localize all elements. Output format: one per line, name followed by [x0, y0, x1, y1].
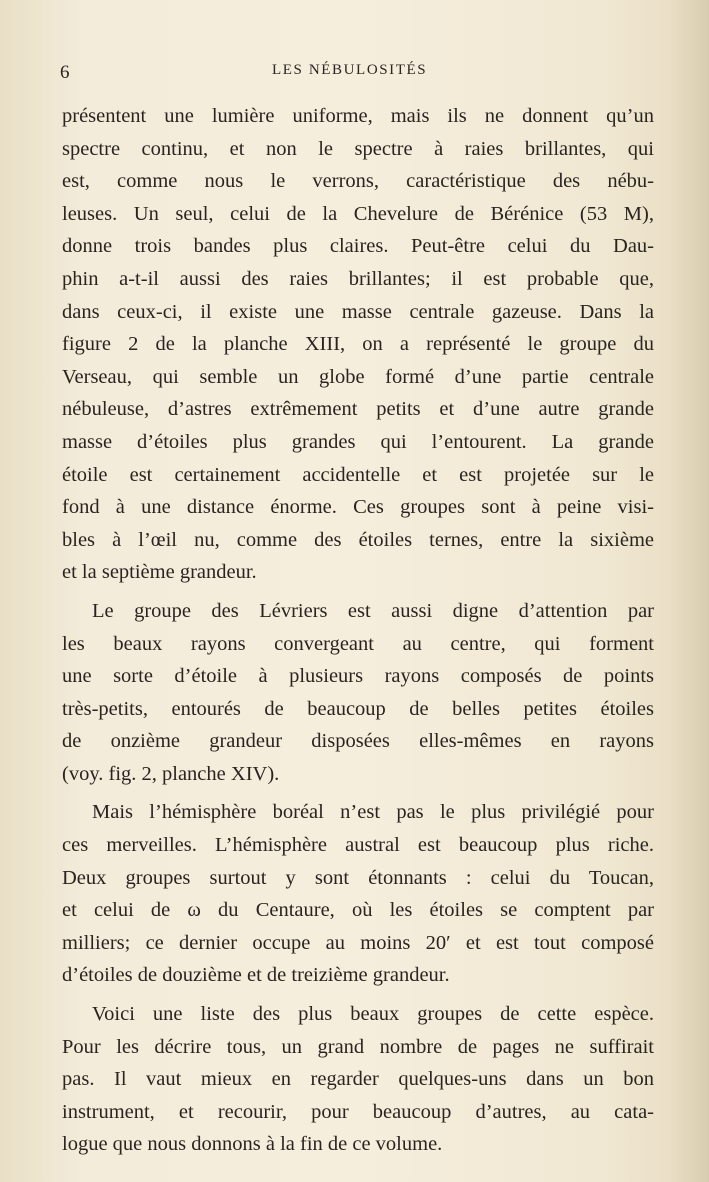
text-line: et celui de ω du Centaure, où les étoiles se comptent par: [62, 899, 654, 922]
text-line: spectre continu, et non le spectre à raies brillantes, qui: [62, 137, 654, 160]
text-line: Verseau, qui semble un globe formé d’une partie centrale: [62, 365, 654, 388]
text-line: instrument, et recourir, pour beaucoup d’autres, au cata-: [62, 1100, 654, 1123]
text-line: masse d’étoiles plus grandes qui l’entourent. La grande: [62, 430, 654, 453]
text-line: Pour les décrire tous, un grand nombre de pages ne suffirait: [62, 1035, 654, 1058]
paragraph: [62, 790, 654, 992]
text-line: les beaux rayons convergeant au centre, qui forment: [62, 632, 654, 655]
text-line: milliers; ce dernier occupe au moins 20′ et est tout composé: [62, 931, 654, 954]
text-line: très-petits, entourés de beaucoup de belles petites étoiles: [62, 697, 654, 720]
text-line: de onzième grandeur disposées elles-mêmes en rayons: [62, 730, 654, 753]
text-line: Mais l’hémisphère boréal n’est pas le plus privilégié pour: [92, 801, 654, 824]
text-line: nébuleuse, d’astres extrêmement petits et d’une autre grande: [62, 398, 654, 421]
text-line: étoile est certainement accidentelle et est projetée sur le: [62, 463, 654, 486]
page-edge-shadow: [669, 0, 709, 1182]
text-line: dans ceux-ci, il existe une masse centrale gazeuse. Dans la: [62, 300, 654, 323]
body-text: [62, 100, 654, 1161]
text-line: présentent une lumière uniforme, mais ils ne donnent qu’un: [62, 105, 654, 127]
text-line: donne trois bandes plus claires. Peut-être celui du Dau-: [62, 235, 654, 258]
paragraph: [62, 100, 654, 589]
text-line: bles à l’œil nu, comme des étoiles ternes, entre la sixième: [62, 528, 654, 551]
text-line: ces merveilles. L’hémisphère austral est beaucoup plus riche.: [62, 834, 654, 857]
text-line: et la septième grandeur.: [62, 561, 257, 584]
text-line: logue que nous donnons à la fin de ce volume.: [62, 1133, 443, 1156]
text-line: Deux groupes surtout y sont étonnants : celui du Toucan,: [62, 866, 654, 889]
text-line: est, comme nous le verrons, caractéristique des nébu-: [62, 170, 654, 193]
text-line: pas. Il vaut mieux en regarder quelques-uns dans un bon: [62, 1068, 654, 1091]
running-title: LES NÉBULOSITÉS: [272, 62, 428, 78]
page-number: 6: [60, 62, 70, 83]
text-line: d’étoiles de douzième et de treizième grandeur.: [62, 964, 450, 987]
text-line: fond à une distance énorme. Ces groupes sont à peine visi-: [62, 496, 654, 519]
paragraph: [62, 992, 654, 1161]
text-line: Le groupe des Lévriers est aussi digne d’attention par: [92, 599, 654, 622]
page-header: [60, 62, 660, 88]
paragraph: [62, 589, 654, 791]
text-line: Voici une liste des plus beaux groupes de cette espèce.: [92, 1003, 654, 1026]
text-line: phin a-t-il aussi des raies brillantes; il est probable que,: [62, 267, 654, 290]
text-line: une sorte d’étoile à plusieurs rayons composés de points: [62, 665, 654, 688]
text-line: figure 2 de la planche XIII, on a représenté le groupe du: [62, 333, 654, 356]
text-line: leuses. Un seul, celui de la Chevelure de Bérénice (53 M),: [62, 202, 654, 225]
text-line: (voy. fig. 2, planche XIV).: [62, 762, 280, 785]
